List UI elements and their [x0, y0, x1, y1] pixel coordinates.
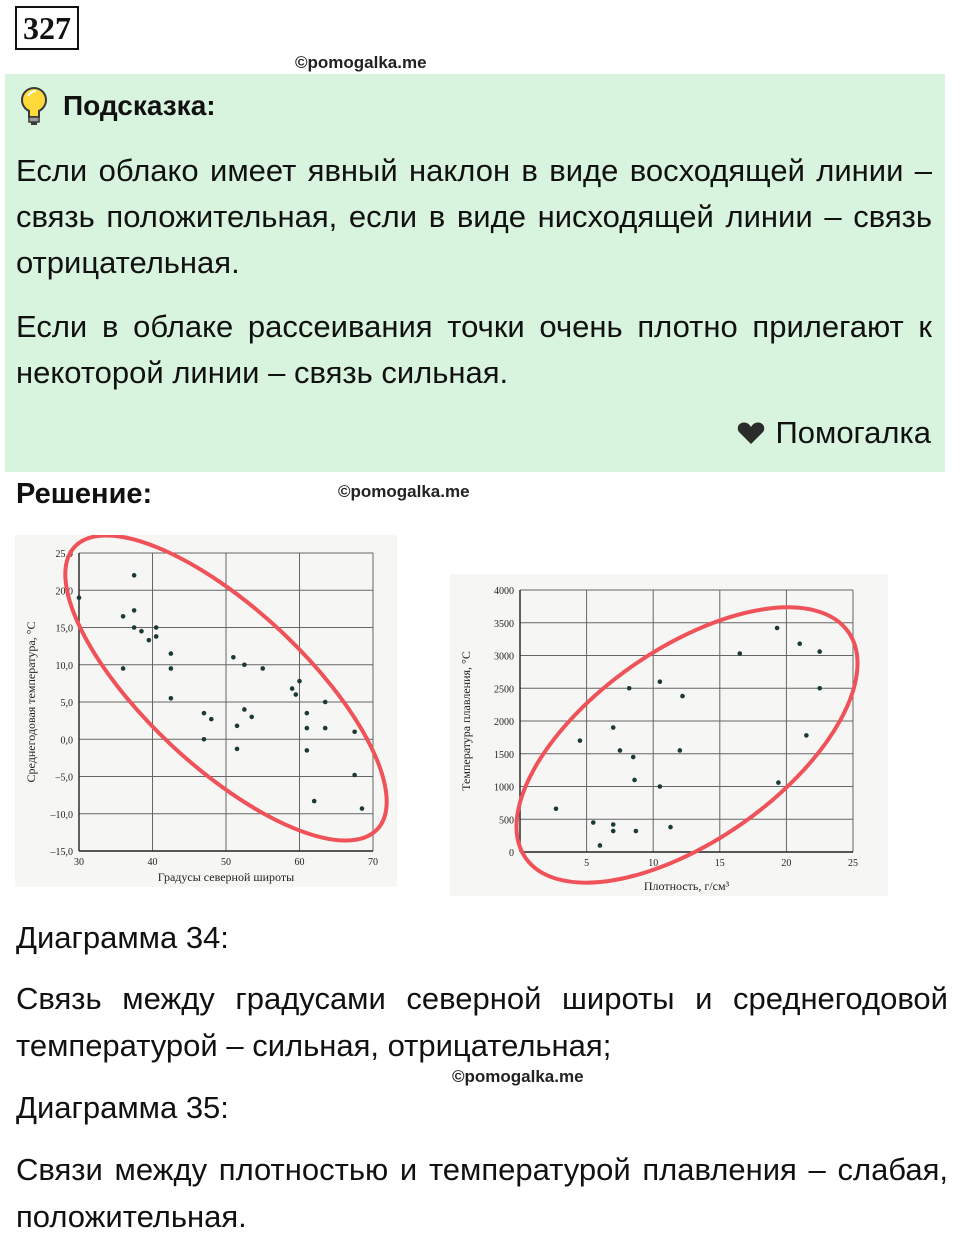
y-tick-label: 3000	[494, 651, 514, 663]
data-point	[352, 773, 357, 778]
data-point	[154, 634, 159, 639]
hint-title-text: Подсказка:	[63, 90, 216, 121]
y-tick-label: –15,0	[50, 847, 73, 858]
x-tick-label: 15	[714, 858, 725, 869]
scatter-chart-density-melting	[450, 574, 888, 896]
x-tick-label: 60	[294, 857, 305, 868]
data-point	[77, 595, 82, 600]
hint-title	[17, 86, 216, 126]
data-point	[737, 651, 742, 656]
data-point	[290, 686, 295, 691]
diagram-35-label: Диаграмма 35:	[16, 1090, 229, 1125]
y-tick-label: 3500	[494, 618, 514, 630]
diagram-34-text: Связь между градусами северной широты и среднегодовой температурой – сильная, отрицательная;	[16, 981, 948, 1063]
y-tick-label: 20,0	[55, 586, 73, 598]
hint-box	[5, 74, 945, 472]
data-point	[169, 666, 174, 671]
scatter-chart-latitude-temperature	[15, 535, 397, 887]
data-point	[634, 829, 639, 834]
data-point	[242, 662, 247, 667]
data-point	[352, 730, 357, 735]
data-point	[360, 806, 365, 811]
hint-signature	[737, 412, 931, 454]
y-tick-label: 4000	[494, 586, 514, 597]
x-tick-label: 5	[584, 858, 590, 869]
x-tick-label: 25	[848, 858, 858, 869]
y-tick-label: 15,0	[55, 623, 73, 635]
x-tick-label: 30	[74, 857, 84, 868]
y-tick-label: –5,0	[55, 772, 73, 784]
data-point	[121, 614, 126, 619]
data-point	[611, 829, 616, 834]
y-tick-label: –10,0	[50, 809, 73, 821]
data-point	[202, 737, 207, 742]
data-point	[632, 778, 637, 783]
x-axis-label: Плотность, г/см³	[643, 879, 730, 893]
y-tick-label: 10,0	[55, 660, 73, 672]
y-axis-label: Среднегодовая температура, °C	[24, 621, 38, 783]
data-point	[775, 626, 780, 631]
data-point	[817, 649, 822, 654]
x-tick-label: 50	[221, 857, 231, 868]
data-point	[235, 747, 240, 752]
y-tick-label: 5,0	[60, 698, 73, 709]
y-tick-label: 1000	[494, 782, 514, 794]
data-point	[294, 692, 299, 697]
data-point	[169, 651, 174, 656]
data-point	[305, 748, 310, 753]
data-point	[169, 696, 174, 701]
data-point	[323, 700, 328, 705]
hint-paragraph-2: Если в облаке рассеивания точки очень плотно прилегают к некоторой линии – связь сильная.	[16, 309, 932, 390]
data-point	[804, 733, 809, 738]
data-point	[305, 726, 310, 731]
watermark-middle: ©pomogalka.me	[338, 482, 470, 501]
data-point	[591, 820, 596, 825]
data-point	[668, 825, 673, 830]
data-point	[209, 717, 214, 722]
data-point	[323, 726, 328, 731]
data-point	[305, 711, 310, 716]
data-point	[776, 780, 781, 785]
y-tick-label: 0	[509, 848, 514, 859]
x-tick-label: 70	[368, 857, 378, 868]
data-point	[132, 573, 137, 578]
y-tick-label: 2500	[494, 684, 514, 696]
x-tick-label: 40	[147, 857, 158, 868]
data-point	[139, 629, 144, 634]
y-tick-label: 500	[499, 815, 514, 827]
solution-title: Решение:	[16, 478, 153, 510]
data-point	[627, 686, 632, 691]
data-point	[297, 679, 302, 684]
data-point	[231, 655, 236, 660]
data-point	[260, 666, 265, 671]
signature-text: Помогалка	[775, 415, 931, 450]
data-point	[154, 625, 159, 630]
data-point	[611, 822, 616, 827]
y-tick-label: 2000	[494, 717, 514, 728]
data-point	[658, 679, 663, 684]
data-point	[242, 707, 247, 712]
data-point	[680, 694, 685, 699]
data-point	[132, 608, 137, 613]
data-point	[249, 715, 254, 720]
diagram-34-label: Диаграмма 34:	[16, 920, 229, 955]
data-point	[312, 799, 317, 804]
y-tick-label: 25,0	[55, 549, 73, 560]
data-point	[817, 686, 822, 691]
data-point	[678, 748, 683, 753]
y-axis-label: Температура плавления, °C	[459, 651, 473, 791]
y-tick-label: 0,0	[60, 735, 73, 747]
data-point	[132, 625, 137, 630]
heart-icon	[737, 421, 765, 445]
data-point	[578, 738, 583, 743]
data-point	[658, 784, 663, 789]
y-tick-label: 1500	[494, 749, 514, 761]
data-point	[611, 725, 616, 730]
data-point	[235, 724, 240, 729]
task-number: 327	[15, 6, 79, 50]
data-point	[121, 666, 126, 671]
x-axis-label: Градусы северной широты	[157, 870, 295, 884]
data-point	[202, 711, 207, 716]
x-tick-label: 20	[781, 858, 792, 869]
lightbulb-icon	[17, 86, 51, 126]
x-tick-label: 10	[648, 858, 659, 869]
hint-paragraph-1: Если облако имеет явный наклон в виде восходящей линии – связь положительная, если в виде нисходящей линии – связь отрицательная.	[16, 153, 932, 280]
data-point	[147, 638, 152, 643]
data-point	[797, 641, 802, 646]
watermark-bottom: ©pomogalka.me	[452, 1067, 584, 1086]
diagram-35-text: Связи между плотностью и температурой плавления – слабая, положительная.	[16, 1152, 948, 1234]
data-point	[618, 748, 623, 753]
data-point	[631, 755, 636, 760]
watermark-top: ©pomogalka.me	[295, 53, 427, 72]
data-point	[598, 843, 603, 848]
data-point	[554, 806, 559, 811]
